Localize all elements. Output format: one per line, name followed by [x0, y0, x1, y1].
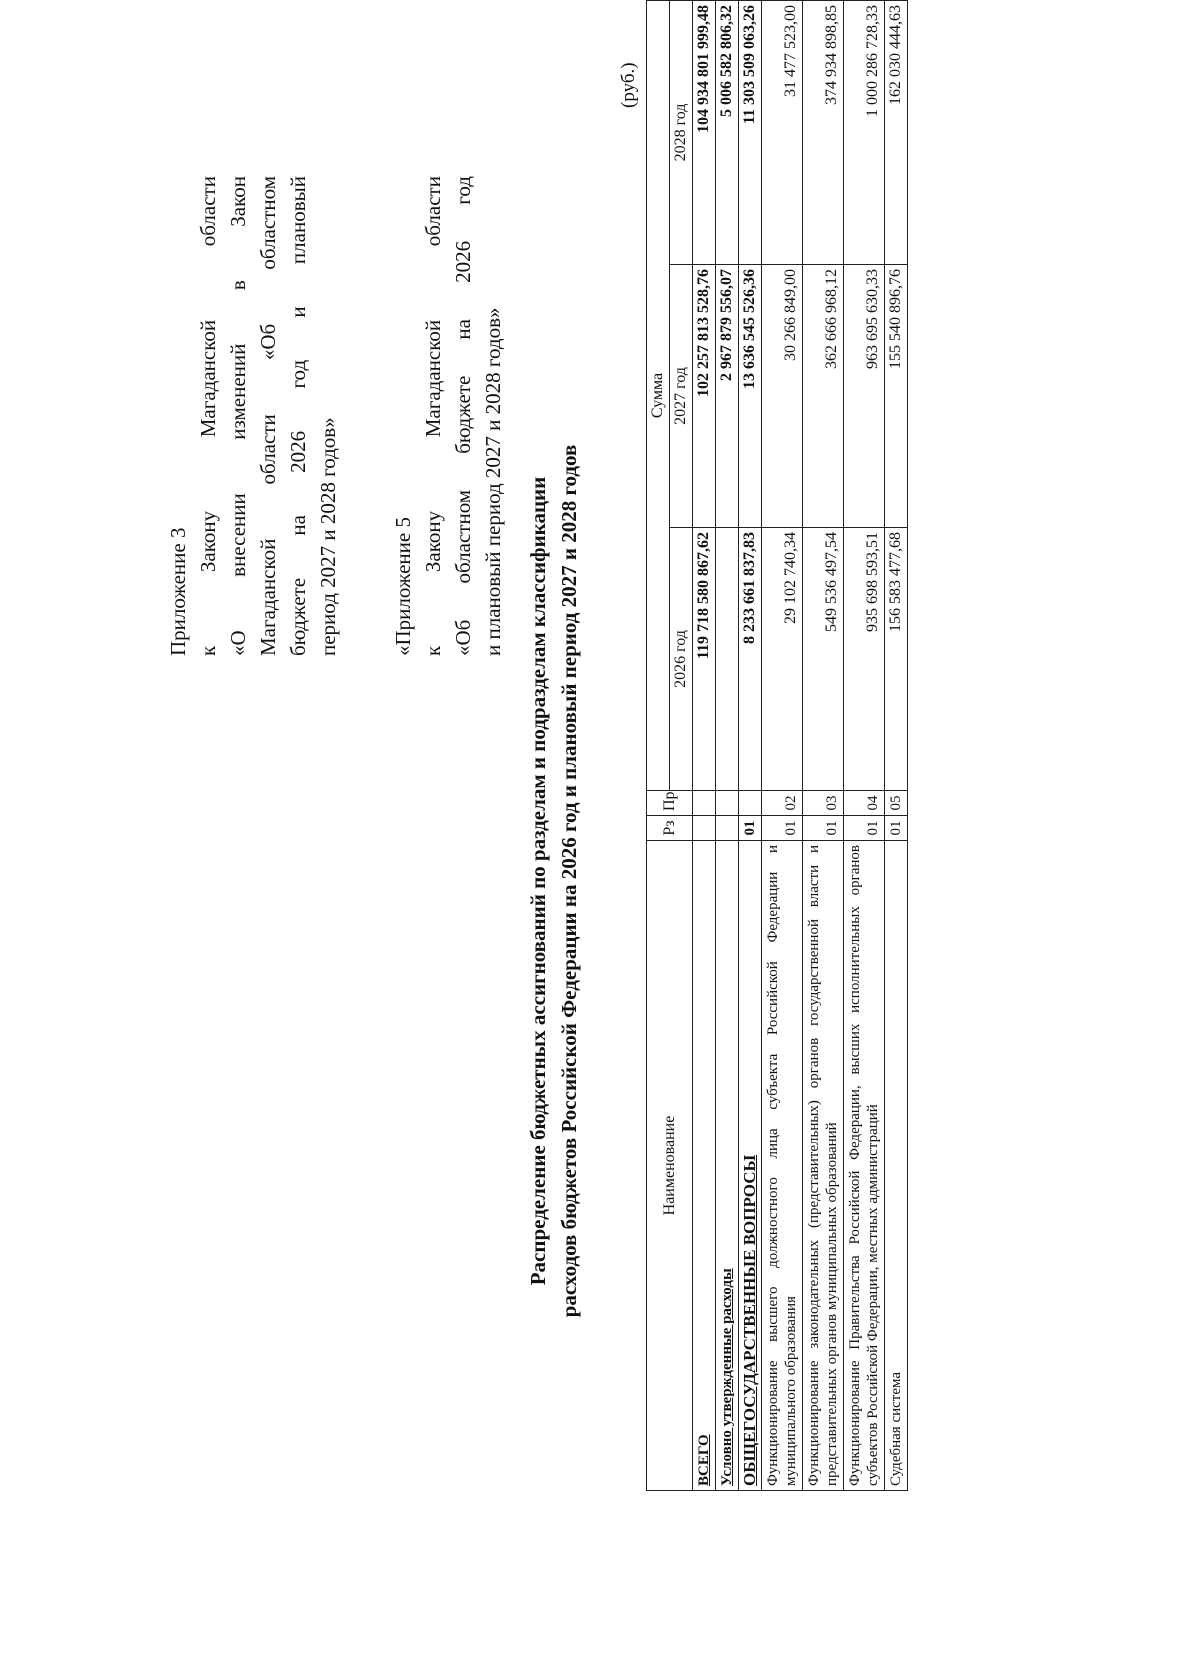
- word: «Об: [451, 619, 475, 656]
- word: Закону: [421, 510, 445, 573]
- table-row: [803, 0, 844, 1490]
- row-name: ВСЕГО: [693, 841, 716, 1491]
- row-rz: 01: [885, 816, 908, 841]
- header-2026: 2026 год: [670, 528, 693, 791]
- word: Магаданской: [421, 319, 445, 438]
- header-name: Наименование: [647, 841, 693, 1491]
- row-name: Условно утвержденные расходы: [716, 841, 739, 1491]
- row-2026: 549 536 497,54: [803, 528, 844, 791]
- appendix-5-block: [388, 176, 508, 656]
- word: внесении: [226, 493, 250, 577]
- appendix-3-line-6: период 2027 и 2028 годов»: [316, 417, 340, 656]
- row-pr: [716, 791, 739, 816]
- word: в: [226, 280, 250, 291]
- row-2027: 2 967 879 556,07: [716, 265, 739, 528]
- row-pr: 04: [844, 791, 885, 816]
- table-header-row: [647, 0, 670, 1490]
- row-pr: 02: [762, 791, 803, 816]
- word: «О: [226, 630, 250, 656]
- row-2027: 155 540 896,76: [885, 265, 908, 528]
- table-row-section: [739, 0, 762, 1490]
- word: год: [451, 176, 475, 205]
- word: к: [421, 645, 445, 656]
- word: областном: [256, 176, 280, 270]
- row-2028: 162 030 444,63: [885, 0, 908, 264]
- word: год: [286, 359, 310, 389]
- appendix-3-line-3: [223, 176, 253, 656]
- word: Закону: [196, 510, 220, 573]
- row-2028: 11 303 509 063,26: [739, 0, 762, 264]
- row-name: ОБЩЕГОСУДАРСТВЕННЫЕ ВОПРОСЫ: [739, 841, 762, 1491]
- word: области: [256, 414, 280, 485]
- header-2027: 2027 год: [670, 265, 693, 528]
- row-2027: 30 266 849,00: [762, 265, 803, 528]
- word: бюджете: [451, 375, 475, 454]
- row-name: Функционирование высшего должностного лица субъекта Российской Федерации и муниципального образования: [762, 841, 803, 1491]
- header-rz: Рз: [647, 816, 693, 841]
- header-pr: Пр: [647, 791, 693, 816]
- word: и: [286, 306, 310, 318]
- word: к: [196, 645, 220, 656]
- appendix-5-line-3: [448, 176, 478, 656]
- row-name: Судебная система: [885, 841, 908, 1491]
- row-2027: 362 666 968,12: [803, 265, 844, 528]
- row-2026: 119 718 580 867,62: [693, 528, 716, 791]
- row-2026: 29 102 740,34: [762, 528, 803, 791]
- appendix-3-line-5: [283, 176, 313, 656]
- title-line-2: расходов бюджетов Российской Федерации на 2026 год и плановый период 2027 и 2028 годов: [557, 444, 581, 1318]
- row-2028: 374 934 898,85: [803, 0, 844, 264]
- row-rz: 01: [803, 816, 844, 841]
- word: «Об: [256, 323, 280, 361]
- row-2027: 963 695 630,33: [844, 265, 885, 528]
- table-row: [716, 0, 739, 1490]
- table-row-total: [693, 0, 716, 1490]
- header-2028: 2028 год: [670, 0, 693, 264]
- word: области: [421, 176, 445, 247]
- word: Магаданской: [196, 319, 220, 438]
- row-2028: 1 000 286 728,33: [844, 0, 885, 264]
- table-row: [762, 0, 803, 1490]
- title-line-1: Распределение бюджетных ассигнований по разделам и подразделам классификации: [526, 476, 550, 1286]
- word: Закон: [226, 176, 250, 227]
- row-2026: 156 583 477,68: [885, 528, 908, 791]
- row-name: Функционирование Правительства Российской Федерации, высших исполнительных органов субъектов Российской Федерации, местных администраций: [844, 841, 885, 1491]
- word: на: [286, 515, 310, 536]
- row-pr: [693, 791, 716, 816]
- row-2026: [716, 528, 739, 791]
- row-rz: 01: [762, 816, 803, 841]
- table-row: [885, 0, 908, 1490]
- word: областном: [451, 489, 475, 584]
- word: плановый: [286, 176, 310, 265]
- row-rz: [716, 816, 739, 841]
- word: 2026: [451, 240, 475, 283]
- word: бюджете: [286, 577, 310, 656]
- row-2028: 5 006 582 806,32: [716, 0, 739, 264]
- row-2028: 31 477 523,00: [762, 0, 803, 264]
- row-2027: 102 257 813 528,76: [693, 265, 716, 528]
- row-rz: [693, 816, 716, 841]
- appendix-3-line-4: [253, 176, 283, 656]
- appendix-3-line-2: [193, 176, 223, 656]
- row-pr: 03: [803, 791, 844, 816]
- word: на: [451, 319, 475, 340]
- word: 2026: [286, 430, 310, 473]
- table-row: [844, 0, 885, 1490]
- word: области: [196, 176, 220, 247]
- row-name: Функционирование законодательных (представительных) органов государственной власти и представительных органов муниципальных образований: [803, 841, 844, 1491]
- appendix-3-line-1: Приложение 3: [166, 527, 190, 656]
- word: изменений: [226, 343, 250, 440]
- row-2026: 935 698 593,51: [844, 528, 885, 791]
- appendix-5-line-4: и плановый период 2027 и 2028 годов»: [481, 307, 505, 656]
- row-2028: 104 934 801 999,48: [693, 0, 716, 264]
- row-rz: 01: [844, 816, 885, 841]
- row-2026: 8 233 661 837,83: [739, 528, 762, 791]
- row-rz: 01: [739, 816, 762, 841]
- word: Магаданской: [256, 538, 280, 656]
- row-2027: 13 636 545 526,36: [739, 265, 762, 528]
- appendix-3-block: [163, 176, 343, 656]
- budget-table: [646, 0, 908, 1491]
- unit-label: (руб.): [618, 62, 639, 108]
- document-title: [523, 356, 585, 1406]
- appendix-5-line-1: «Приложение 5: [391, 517, 415, 656]
- row-pr: [739, 791, 762, 816]
- header-sum: Сумма: [647, 0, 670, 790]
- row-pr: 05: [885, 791, 908, 816]
- appendix-5-line-2: [418, 176, 448, 656]
